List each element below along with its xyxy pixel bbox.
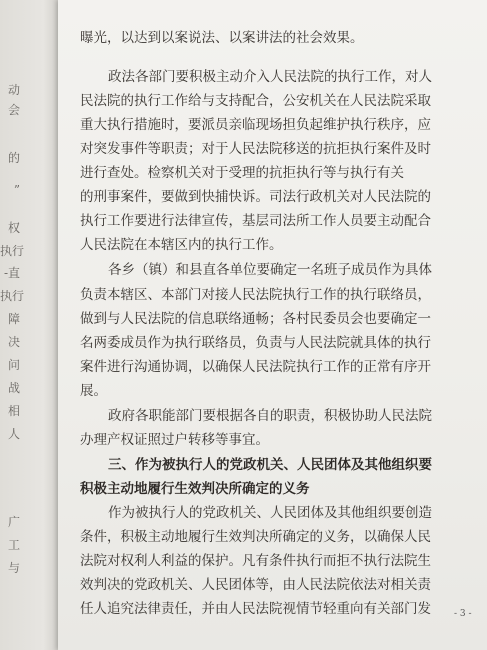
underlying-text: 动: [7, 83, 20, 97]
underlying-text: 障: [7, 312, 20, 326]
body-text-line: 做到与人民法院的信息联络通畅；各村民委员会也要确定一: [80, 311, 431, 327]
body-text-line: 办理产权证照过户转移等事宜。: [80, 432, 269, 448]
body-text-line: 政法各部门要积极主动介入人民法院的执行工作，对人: [108, 69, 432, 85]
underlying-text: 执行: [0, 289, 25, 303]
body-text-line: 法院对权利人利益的保护。凡有条件执行而拒不执行法院生: [80, 553, 431, 569]
body-text-line: 作为被执行人的党政机关、人民团体及其他组织要创造: [108, 505, 432, 521]
body-text-line: 对突发事件等职责；对于人民法院移送的抗拒执行案件及时: [80, 141, 431, 157]
underlying-text: 人: [7, 427, 20, 441]
underlying-text: 工: [7, 538, 20, 552]
underlying-text: -直: [3, 266, 20, 280]
body-text-line: 人民法院在本辖区内的执行工作。: [80, 237, 283, 253]
body-text-line: 效判决的党政机关、人民团体等，由人民法院依法对相关责: [80, 577, 431, 593]
underlying-text: 与: [7, 561, 20, 575]
section-heading: 三、作为被执行人的党政机关、人民团体及其他组织要: [108, 457, 432, 473]
page-number: - 3 -: [454, 609, 472, 619]
underlying-text: 权: [7, 221, 20, 235]
underlying-text: 的: [7, 151, 20, 165]
body-text-line: 负责本辖区、本部门对接人民法院执行工作的执行联络员，: [80, 287, 431, 303]
body-text-line: 名两委成员作为执行联络员，负责与人民法院就具体的执行: [80, 335, 431, 351]
underlying-text: 问: [7, 358, 20, 372]
underlying-text: 相: [7, 404, 20, 418]
body-text-line: 的刑事案件，要做到快捕快诉。司法行政机关对人民法院的: [80, 189, 431, 205]
body-text-line: 曝光，以达到以案说法、以案讲法的社会效果。: [80, 30, 364, 46]
underlying-text: ”: [13, 183, 20, 197]
body-text-line: 重大执行措施时，要派员亲临现场担负起维护执行秩序，应: [80, 117, 431, 133]
underlying-text: 战: [7, 381, 20, 395]
section-heading: 积极主动地履行生效判决所确定的义务: [80, 481, 310, 497]
body-text-line: 案件进行沟通协调，以确保人民法院执行工作的正常有序开: [80, 359, 431, 375]
body-text-line: 进行查处。检察机关对于受理的抗拒执行等与执行有关: [80, 165, 404, 181]
body-text-line: 民法院的执行工作给与支持配合，公安机关在人民法院采取: [80, 93, 431, 109]
body-text-line: 任人追究法律责任，并由人民法院视情节轻重向有关部门发: [80, 601, 431, 617]
body-text-line: 展。: [80, 383, 107, 399]
body-text-line: 条件，积极主动地履行生效判决所确定的义务，以确保人民: [80, 529, 431, 545]
underlying-text: 广: [7, 515, 20, 529]
body-text-line: 各乡（镇）和县直各单位要确定一名班子成员作为具体: [108, 262, 432, 278]
underlying-page-edge: [0, 0, 58, 650]
document-page: [58, 0, 487, 650]
body-text-line: 政府各职能部门要根据各自的职责，积极协助人民法院: [108, 408, 432, 424]
underlying-text: 决: [7, 335, 20, 349]
body-text-line: 执行工作要进行法律宣传，基层司法所工作人员要主动配合: [80, 213, 431, 229]
underlying-text: 执行: [0, 244, 25, 258]
underlying-text: 会: [7, 103, 20, 117]
